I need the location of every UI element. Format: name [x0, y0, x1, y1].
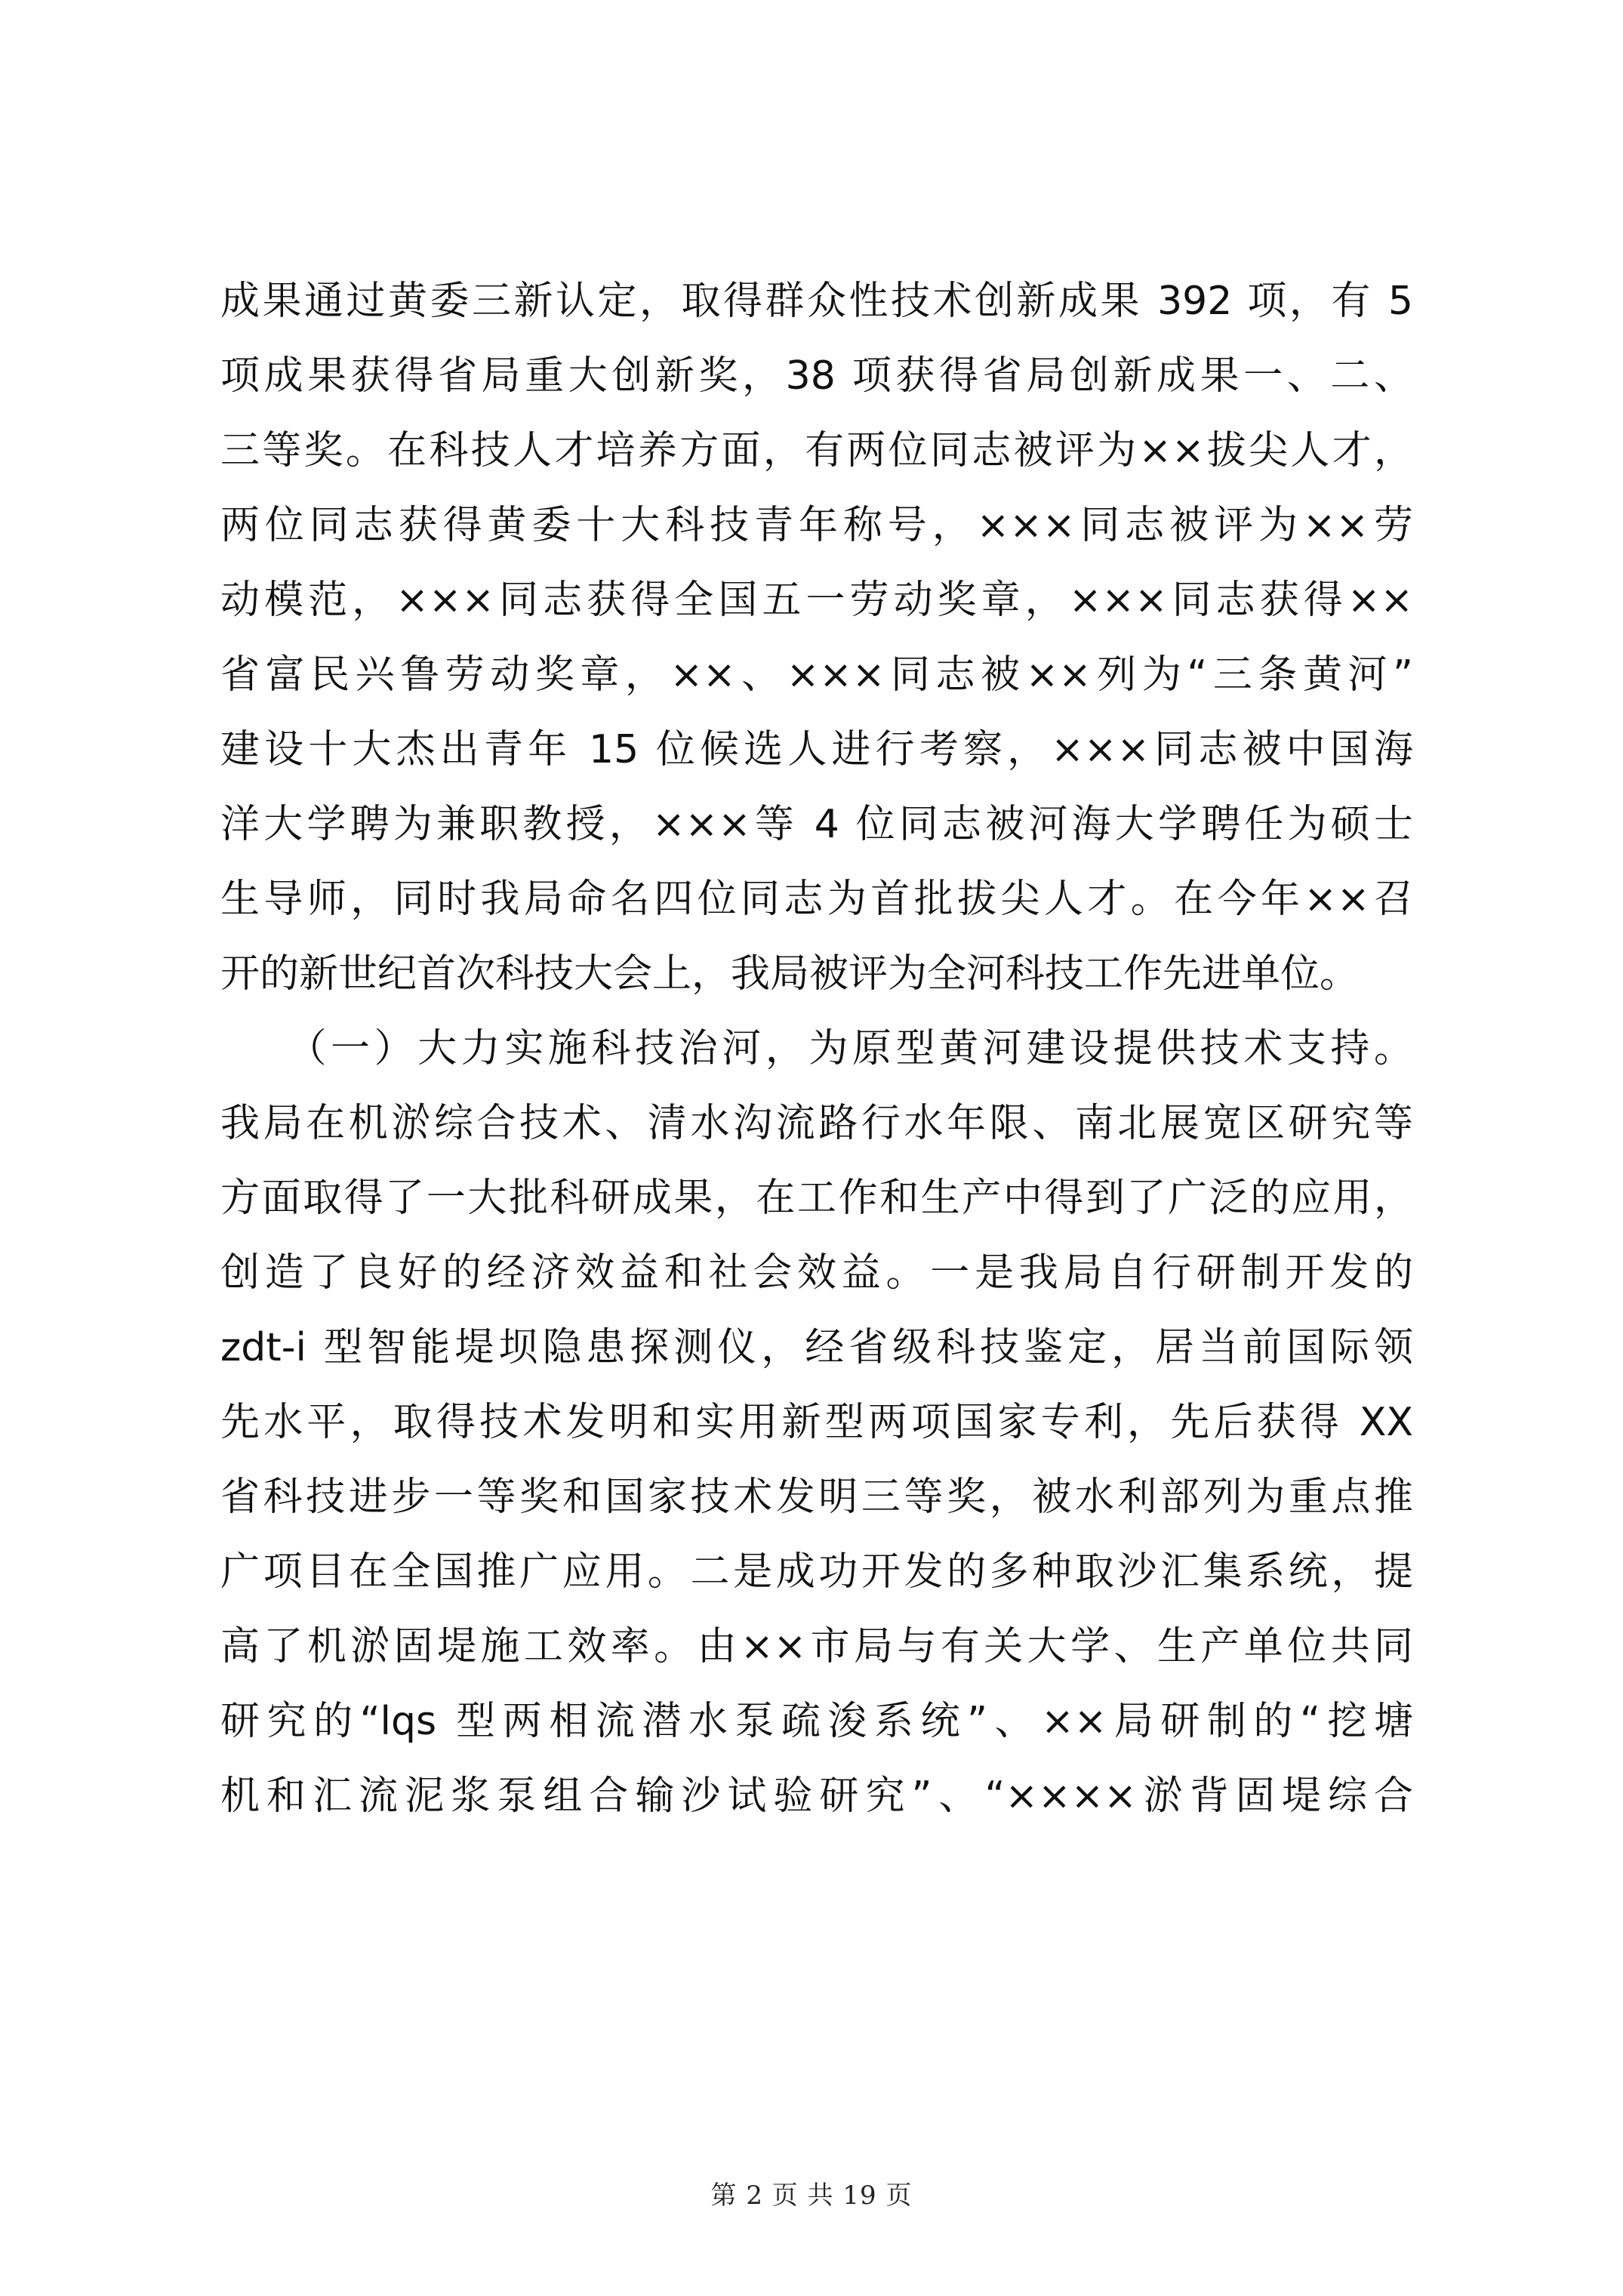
- text-line: 动模范，×××同志获得全国五一劳动奖章，×××同志获得××: [220, 578, 1413, 623]
- text-line: 建设十大杰出青年 15 位候选人进行考察，×××同志被中国海: [220, 727, 1413, 772]
- text-line: 开的新世纪首次科技大会上，我局被评为全河科技工作先进单位。: [220, 951, 1360, 997]
- text-line: 洋大学聘为兼职教授，×××等 4 位同志被河海大学聘任为硕士: [220, 802, 1413, 847]
- text-line: 三等奖。在科技人才培养方面，有两位同志被评为××拔尖人才，: [220, 428, 1413, 473]
- body-text: [220, 264, 1413, 1834]
- text-line: 我局在机淤综合技术、清水沟流路行水年限、南北展宽区研究等: [220, 1101, 1413, 1146]
- text-line: 生导师，同时我局命名四位同志为首批拔尖人才。在今年××召: [220, 877, 1413, 922]
- text-line: 机和汇流泥浆泵组合输沙试验研究”、“××××淤背固堤综合: [220, 1774, 1413, 1819]
- text-line: 两位同志获得黄委十大科技青年称号，×××同志被评为××劳: [220, 503, 1413, 548]
- text-line: 方面取得了一大批科研成果，在工作和生产中得到了广泛的应用，: [220, 1176, 1413, 1221]
- text-line: 先水平，取得技术发明和实用新型两项国家专利，先后获得 XX: [220, 1400, 1413, 1445]
- text-line: 省富民兴鲁劳动奖章，××、×××同志被××列为“三条黄河”: [220, 652, 1413, 698]
- text-line: 研究的“lqs 型两相流潜水泵疏浚系统”、××局研制的“挖塘: [220, 1699, 1413, 1744]
- page-footer: 第 2 页 共 19 页: [710, 2180, 913, 2211]
- text-line: zdt-i 型智能堤坝隐患探测仪，经省级科技鉴定，居当前国际领: [220, 1325, 1413, 1370]
- text-line: 创造了良好的经济效益和社会效益。一是我局自行研制开发的: [220, 1250, 1413, 1296]
- text-line: 广项目在全国推广应用。二是成功开发的多种取沙汇集系统，提: [220, 1549, 1413, 1595]
- text-line: 项成果获得省局重大创新奖，38 项获得省局创新成果一、二、: [220, 353, 1413, 399]
- text-line: 高了机淤固堤施工效率。由××市局与有关大学、生产单位共同: [220, 1624, 1413, 1669]
- text-line: 成果通过黄委三新认定，取得群众性技术创新成果 392 项，有 5: [220, 279, 1413, 324]
- text-line: 省科技进步一等奖和国家技术发明三等奖，被水利部列为重点推: [220, 1475, 1413, 1520]
- section-heading-line: （一）大力实施科技治河，为原型黄河建设提供技术支持。: [220, 1026, 1413, 1071]
